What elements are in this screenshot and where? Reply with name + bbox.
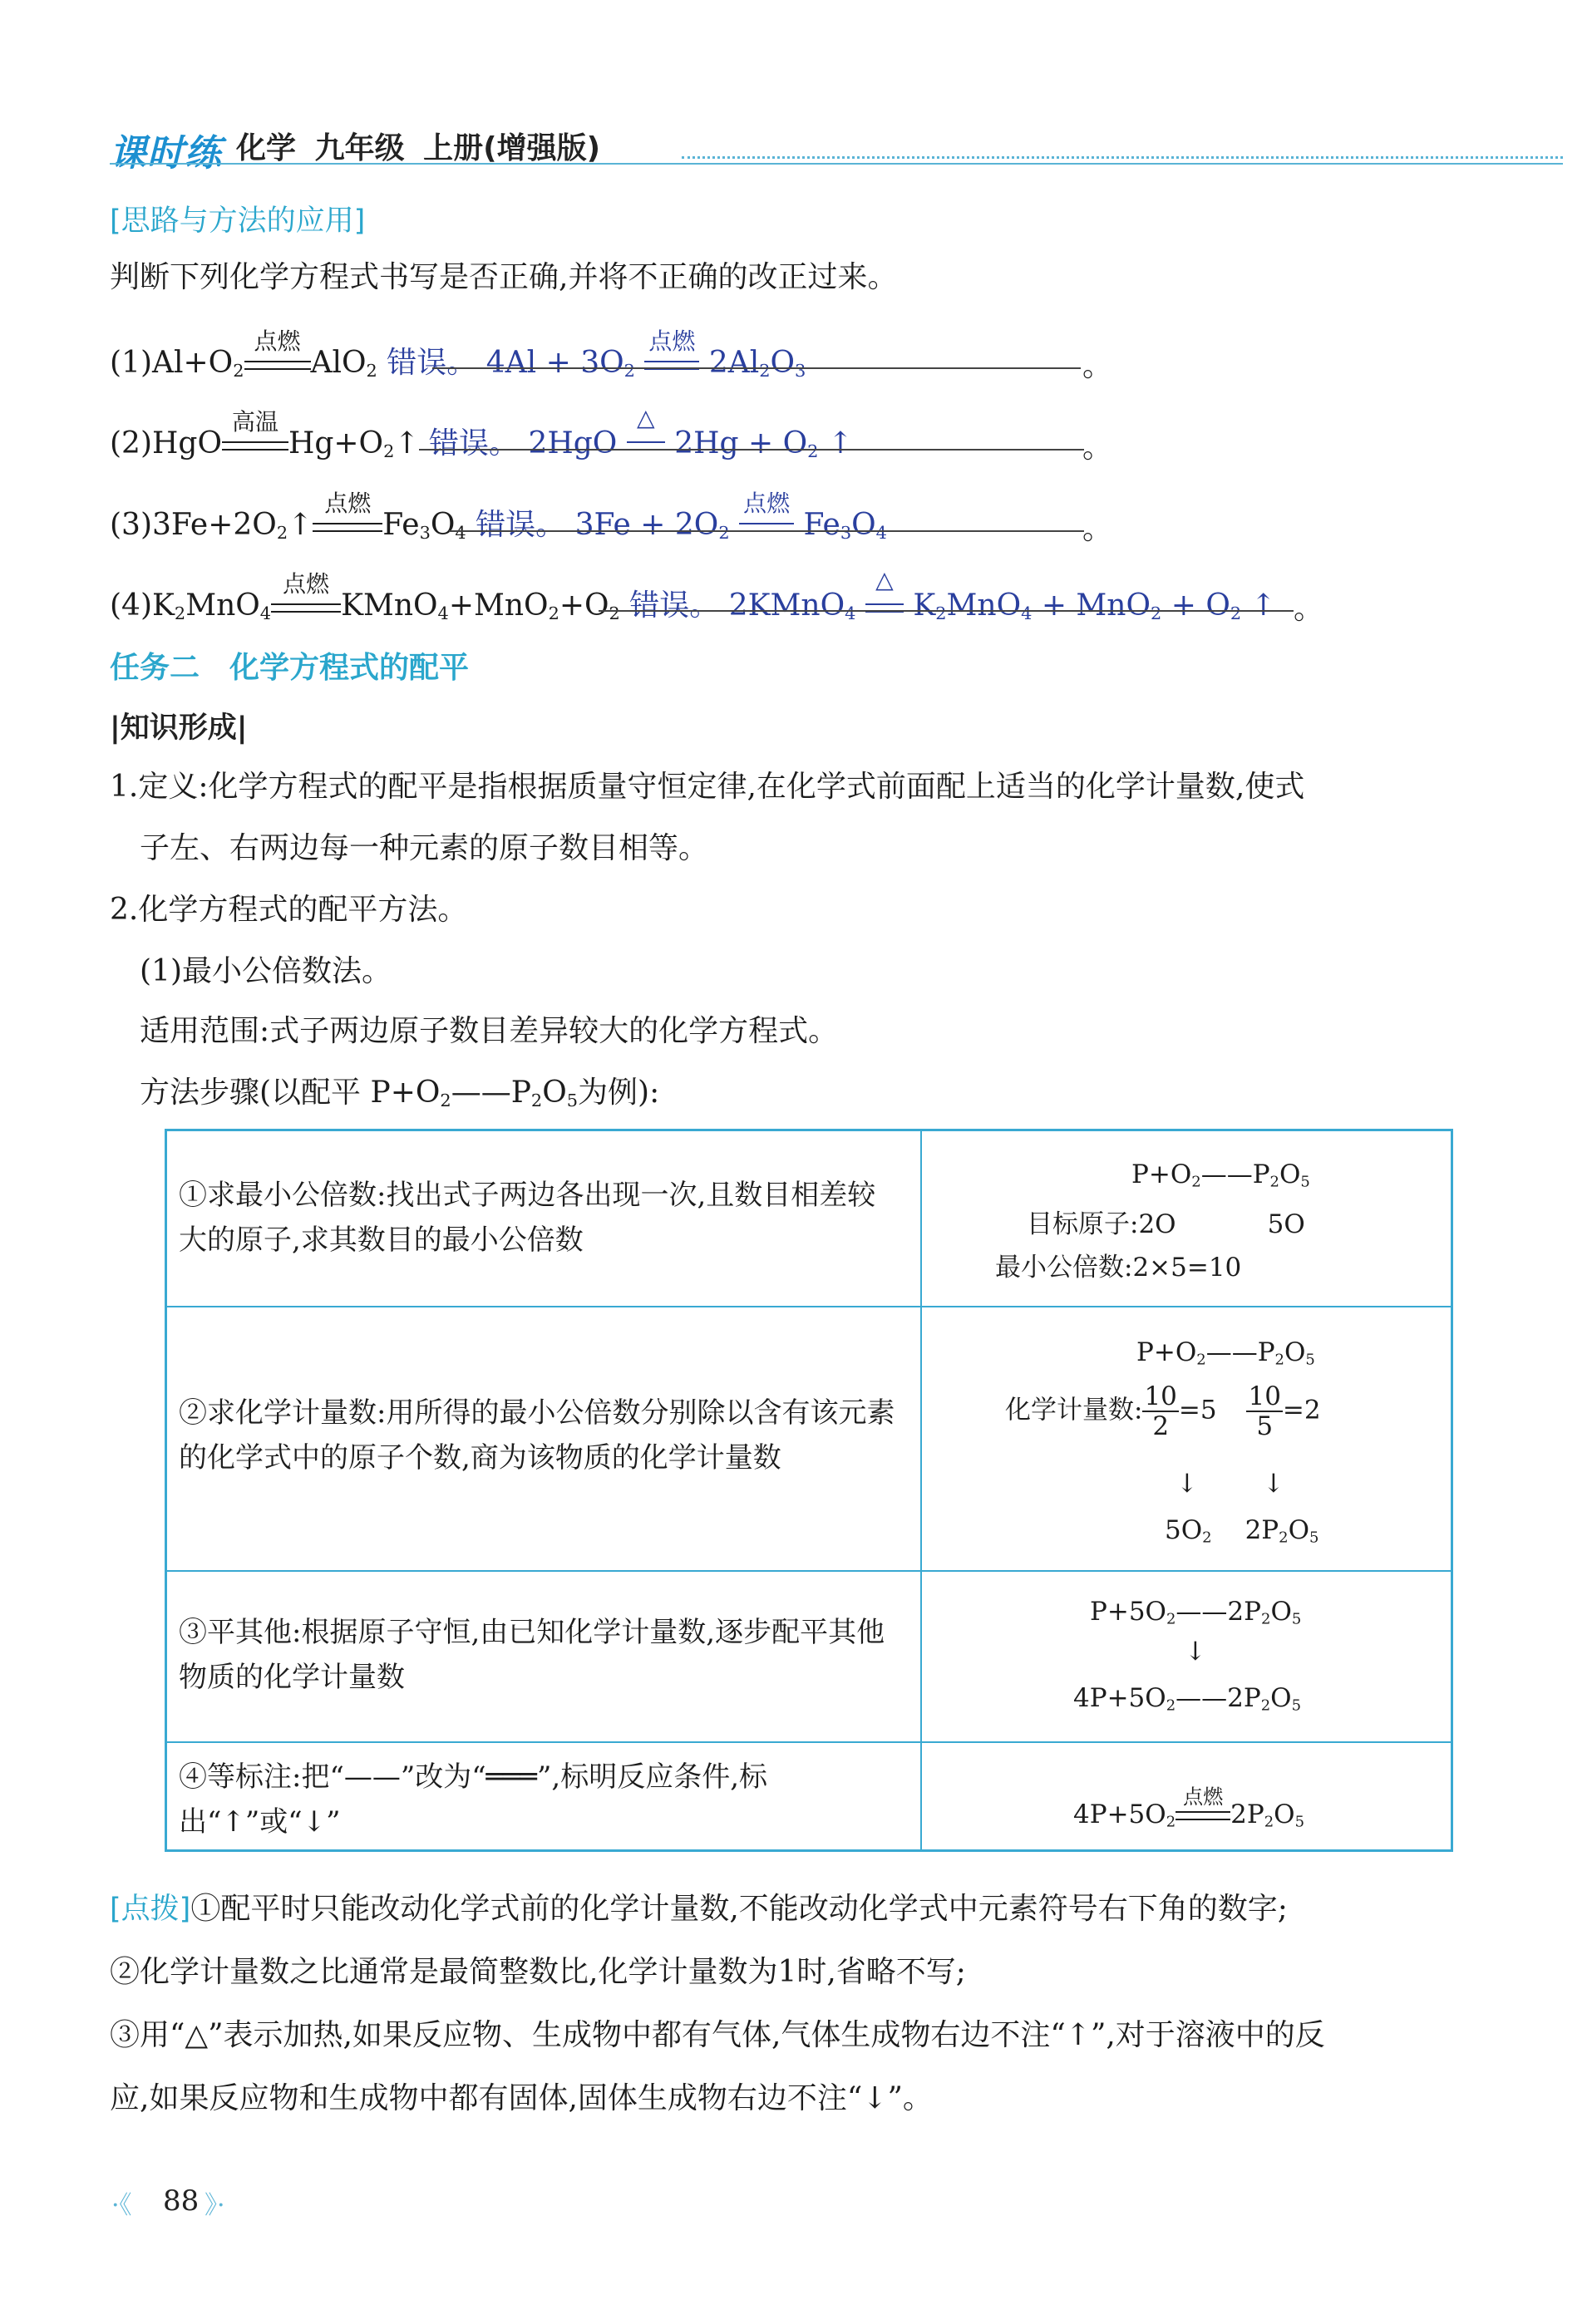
answer-4: 错误。 2KMnO$_4$ △ $K_2MnO_4 + MnO_2 + O_2$ ↑: [629, 566, 1276, 624]
instruction-text: 判断下列化学方程式书写是否正确,并将不正确的改正过来。: [110, 260, 898, 294]
answer-line-3: [449, 530, 1084, 532]
brand-logo: 课时练: [110, 132, 222, 175]
page-number-deco-right: 》·: [205, 2191, 225, 2220]
tip-2: ②化学计量数之比通常是最简整数比,化学计量数为1时,省略不写;: [110, 1955, 966, 1989]
table-row: ①求最小公倍数:找出式子两边各出现一次,且数目相差较大的原子,求其数目的最小公倍数 $P+O_2——P_2O_5$ 目标原子:2O 5O 最小公倍数:2×5=10: [167, 1131, 1451, 1307]
answer-2: 错误。 2HgO △ $2Hg + O_2$ ↑: [428, 404, 854, 462]
balancing-steps-table: [165, 1129, 1453, 1852]
knowledge-tag: |知识形成|: [110, 711, 248, 745]
table-row: ④等标注:把“——”改为“═══”,标明反应条件,标出“↑”或“↓” $4P+5O_2$ 点燃 $2P_2O_5$: [179, 1760, 1305, 1839]
method-title: 2.化学方程式的配平方法。: [110, 893, 468, 927]
answer-line-4: [599, 610, 1294, 612]
tip-3a: ③用“△”表示加热,如果反应物、生成物中都有气体,气体生成物右边不注“↑”,对于溶液中的反: [110, 2018, 1325, 2052]
question-2: (2)HgO 高温 $Hg+O_2↑$ 错误。 2HgO △ $2Hg + O_2$ ↑: [110, 404, 854, 462]
header-subject: 化学: [236, 131, 297, 165]
table-row: ③平其他:根据原子守恒,由已知化学计量数,逐步配平其他物质的化学计量数 $P+5O_2——2P_2O_5$ ↓ $4P+5O_2——2P_2O_5$: [167, 1572, 1451, 1743]
page-header: [236, 125, 600, 167]
tips-tag: [点拨]: [110, 1893, 191, 1926]
header-grade: 九年级: [314, 131, 405, 165]
arrow-down: ↓: [1263, 1469, 1284, 1499]
answer-3: 错误。 $3Fe + 2O_2$ 点燃 $Fe_3O_4$: [476, 490, 887, 544]
arrow-down: ↓: [1176, 1469, 1198, 1499]
answer-line-2: [419, 449, 1084, 451]
method-1: (1)最小公倍数法。: [140, 954, 392, 988]
header-dotted-rule: [682, 156, 1563, 159]
answer-1: 错误。 $4Al + 3O_2$ 点燃 $2Al_2O_3$: [387, 327, 806, 382]
answer-line-1: [432, 367, 1081, 369]
question-3: $(3)3Fe+2O_2↑$ 点燃 $Fe_3O_4$ 错误。 $3Fe + 2O_2$ 点燃 $Fe_3O_4$: [110, 490, 887, 544]
scope-text: 适用范围:式子两边原子数目差异较大的化学方程式。: [140, 1014, 839, 1048]
question-4: $(4)K_2MnO_4$ 点燃 $KMnO_4+MnO_2+O_2$ 错误。 2KMnO$_4$ △ $K_2MnO_4 + MnO_2 + O_2$ ↑: [110, 566, 1276, 624]
definition-line-2: 子左、右两边每一种元素的原子数目相等。: [140, 831, 709, 865]
page-number-deco-left: ·《: [111, 2191, 132, 2220]
arrow-down: ↓: [1185, 1637, 1206, 1667]
table-row: ②求化学计量数:用所得的最小公倍数分别除以含有该元素的化学式中的原子个数,商为该物质的化学计量数 $P+O_2——P_2O_5$ 化学计量数: $\frac{10}{2}$ =5 $\frac{10}{5}$ =2 ↓ ↓ $5O_2$ $2P_2O_5$: [167, 1307, 1451, 1572]
tip-1: [点拨]①配平时只能改动化学式前的化学计量数,不能改动化学式中元素符号右下角的数字;: [110, 1892, 1288, 1926]
task2-title: 任务二 化学方程式的配平: [110, 651, 470, 685]
question-1: $(1)Al+O_2$ 点燃 AlO$_2$ 错误。 $4Al + 3O_2$ 点燃 $2Al_2O_3$: [110, 327, 806, 382]
header-rule: [110, 163, 1563, 165]
steps-intro: 方法步骤(以配平 $P+O_2——P_2O_5$为例):: [140, 1076, 660, 1111]
section-tag: [思路与方法的应用]: [110, 204, 366, 238]
definition-line-1: 1.定义:化学方程式的配平是指根据质量守恒定律,在化学式前面配上适当的化学计量数,使式: [110, 770, 1305, 804]
header-volume: 上册(增强版): [423, 131, 601, 165]
page-number: 88: [163, 2184, 200, 2218]
tip-3b: 应,如果反应物和生成物中都有固体,固体生成物右边不注“↓”。: [110, 2081, 933, 2115]
